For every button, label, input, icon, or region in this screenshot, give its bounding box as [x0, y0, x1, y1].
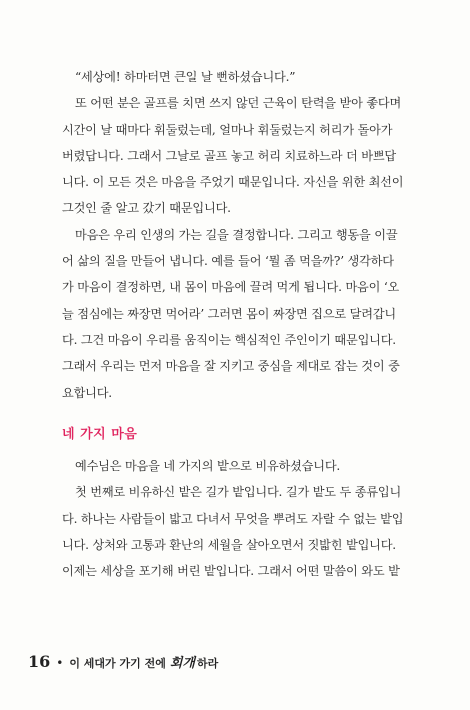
text-line: “세상에! 하마터면 큰일 날 뻔하셨습니다.”	[75, 70, 296, 84]
text-line: 다. 그건 마음이 우리를 움직이는 핵심적인 주인이기 때문입니다.	[62, 332, 396, 347]
text-line: 시간이 날 때마다 휘둘렀는데, 얼마나 휘둘렀는지 허리가 돌아가	[62, 122, 393, 137]
text-line: 마음은 우리 인생의 가는 길을 결정합니다. 그리고 행동을 이끌	[75, 227, 398, 242]
book-title-calligraphy: 회개	[169, 656, 195, 671]
book-title-suffix: 하라	[196, 657, 219, 670]
text-line: 가 마음이 결정하면, 내 몸이 마음에 끌려 먹게 됩니다. 마음이 ‘오	[62, 280, 400, 295]
body-text-top	[62, 64, 412, 406]
text-line: 버렸답니다. 그래서 그날로 골프 놓고 허리 치료하느라 더 바쁘답	[62, 148, 396, 163]
book-title-prefix: 이 세대가 가기 전에	[69, 657, 166, 670]
text-line: 요합니다.	[62, 385, 112, 400]
body-text-bottom	[62, 453, 412, 584]
text-line: 다. 하나는 사람들이 밟고 다녀서 무엇을 뿌려도 자랄 수 없는 밭입	[62, 511, 404, 526]
text-line: 늘 점심에는 짜장면 먹어라’ 그러면 몸이 짜장면 집으로 달려갑니	[62, 306, 396, 321]
text-line: 첫 번째로 비유하신 밭은 길가 밭입니다. 길가 밭도 두 종류입니	[75, 485, 402, 500]
text-line: 또 어떤 분은 골프를 치면 쓰지 않던 근육이 탄력을 받아 좋다며	[75, 96, 402, 111]
footer-separator: •	[56, 656, 64, 670]
text-line: 니다. 이 모든 것은 마음을 주었기 때문입니다. 자신을 위한 최선이	[62, 175, 404, 190]
page-number: 16	[28, 652, 51, 671]
text-line: 어 삶의 질을 만들어 냅니다. 예를 들어 ‘뭘 좀 먹을까?’ 생각하다	[62, 254, 394, 269]
text-line: 예수님은 마음을 네 가지의 밭으로 비유하셨습니다.	[75, 459, 341, 473]
text-line: 그것인 줄 알고 갔기 때문입니다.	[62, 201, 231, 216]
text-line: 이제는 세상을 포기해 버린 밭입니다. 그래서 어떤 말씀이 와도 밭	[62, 564, 400, 579]
section-heading: 네 가지 마음	[62, 427, 138, 442]
text-line: 니다. 상처와 고통과 환난의 세월을 살아오면서 짓밟힌 밭입니다.	[62, 537, 396, 552]
text-line: 그래서 우리는 먼저 마음을 잘 지키고 중심을 제대로 잡는 것이 중	[62, 359, 400, 374]
page-footer	[28, 652, 218, 674]
